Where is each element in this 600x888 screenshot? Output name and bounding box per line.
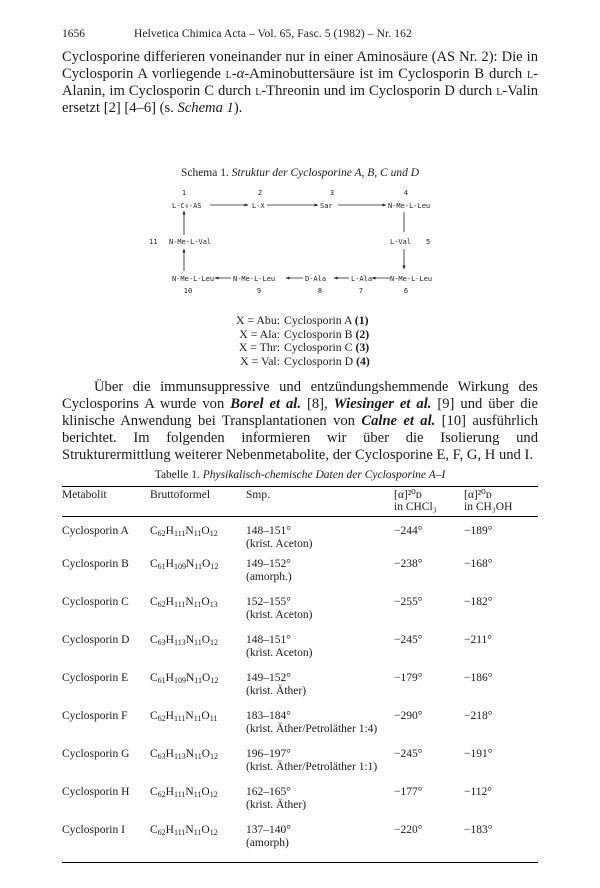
rotation-chcl3: −177° (394, 786, 423, 798)
legend-row: X = Thr: Cyclosporin C (3) (238, 340, 370, 354)
intro-text: -Aminobuttersäure ist im Cyclosporin B durch (244, 66, 528, 82)
molecular-formula: $C_{61}H_{109}N_{11}O_{12}$ (150, 558, 219, 571)
metabolite-name: Cyclosporin I (62, 824, 125, 836)
rotation-chcl3: −290° (394, 710, 423, 722)
residue-number: 1 (181, 189, 187, 197)
column-header-rotation-ch3oh: [α]²⁰ᴅ in CH₃OH (464, 489, 513, 513)
physchem-data-table (62, 486, 538, 863)
table-row (62, 786, 538, 824)
melting-point: 137–140° (amorph) (246, 824, 394, 863)
rotation-ch3oh: −183° (464, 824, 493, 836)
legend-row: X = Ala: Cyclosporin B (2) (239, 326, 370, 341)
metabolite-name: Cyclosporin A (62, 525, 129, 537)
crystallization-note: (krist. Äther) (246, 685, 307, 697)
residue-label: N-Me-L-Leu (388, 202, 431, 210)
rotation-chcl3: −179° (394, 672, 423, 684)
column-header-metabolit: Metabolit (62, 489, 107, 501)
crystallization-note: (krist. Äther/Petroläther 1:4) (246, 723, 378, 735)
residue-number: 8 (317, 287, 323, 295)
rotation-ch3oh: −189° (464, 525, 493, 537)
column-header-formula: Bruttoformel (150, 489, 211, 501)
rotation-chcl3: −238° (394, 558, 423, 570)
molecular-formula: $C_{63}H_{113}N_{11}O_{12}$ (150, 634, 219, 647)
residue-label: N-Me-L-Leu (390, 275, 433, 283)
molecular-formula: $C_{62}H_{111}N_{11}O_{12}$ (150, 786, 218, 799)
melting-point: 183–184° (krist. Äther/Petroläther 1:4) (246, 710, 394, 748)
schema-caption: Schema 1. Struktur der Cyclosporine A, B, C und D (180, 167, 420, 179)
table-row (62, 558, 538, 596)
molecular-formula: $C_{62}H_{111}N_{11}O_{12}$ (150, 824, 218, 837)
residue-label: N-Me-L-Leu (172, 275, 215, 283)
melting-point: 149–152° (amorph.) (246, 558, 394, 596)
residue-label: N-Me-L-Val (169, 238, 212, 246)
table-header-row (62, 487, 538, 517)
schema-legend (230, 314, 370, 368)
crystallization-note: (krist. Aceton) (246, 538, 313, 550)
residue-label: L-Ala (351, 275, 373, 283)
residue-number: 5 (426, 238, 431, 246)
table-row (62, 634, 538, 672)
rotation-chcl3: −220° (394, 824, 423, 836)
crystallization-note: (amorph.) (246, 571, 292, 583)
residue-number: 6 (403, 287, 409, 295)
table-row (62, 517, 538, 559)
molecular-formula: $C_{62}H_{111}N_{11}O_{11}$ (150, 710, 218, 723)
rotation-chcl3: −245° (394, 634, 423, 646)
rotation-ch3oh: −186° (464, 672, 493, 684)
residue-number: 11 (149, 238, 158, 246)
table-row (62, 824, 538, 863)
table-row (62, 672, 538, 710)
residue-number: 2 (257, 189, 263, 197)
metabolite-name: Cyclosporin D (62, 634, 130, 646)
legend-row: X = Val: Cyclosporin D (4) (240, 353, 370, 368)
table-row (62, 710, 538, 748)
legend-row: X = Abu: Cyclosporin A (1) (235, 313, 369, 327)
author-reference: Borel et al. (230, 396, 301, 412)
cyclosporine-structure-scheme (0, 183, 600, 308)
molecular-formula: $C_{62}H_{111}N_{11}O_{13}$ (150, 596, 218, 609)
residue-number: 7 (358, 287, 364, 295)
crystallization-note: (amorph) (246, 837, 289, 849)
schema-reference: Schema 1 (177, 100, 234, 116)
crystallization-note: (krist. Aceton) (246, 609, 313, 621)
config-l: l (225, 66, 232, 82)
rotation-chcl3: −255° (394, 596, 423, 608)
metabolite-name: Cyclosporin F (62, 710, 128, 722)
intro-text: -Valin ersetzt [2] [4–6] (s. (62, 83, 538, 116)
rotation-chcl3: −244° (394, 525, 423, 537)
rotation-ch3oh: −182° (464, 596, 493, 608)
rotation-ch3oh: −218° (464, 710, 493, 722)
residue-number: 9 (256, 287, 262, 295)
metabolite-name: Cyclosporin E (62, 672, 129, 684)
config-l: l (255, 83, 262, 99)
author-reference: Wiesinger et al. (333, 396, 432, 412)
config-l: l (496, 83, 503, 99)
melting-point: 152–155° (krist. Aceton) (246, 596, 394, 634)
author-reference: Calne et al. (361, 413, 436, 429)
crystallization-note: (krist. Aceton) (246, 647, 313, 659)
crystallization-note: (krist. Äther/Petroläther 1:1) (246, 761, 378, 773)
rotation-chcl3: −245° (394, 748, 423, 760)
intro-text: - (231, 66, 237, 82)
residue-number: 4 (403, 189, 409, 197)
metabolite-name: Cyclosporin B (62, 558, 129, 570)
rotation-ch3oh: −112° (464, 786, 492, 798)
residue-number: 10 (183, 287, 193, 295)
residue-label: Sar (320, 202, 333, 210)
column-header-rotation-chcl3: [α]²⁰ᴅ in CHCl₃ (394, 489, 437, 513)
column-header-mp: Smp. (246, 489, 270, 501)
melting-point: 148–151° (krist. Aceton) (246, 517, 394, 559)
molecular-formula: $C_{61}H_{109}N_{11}O_{12}$ (150, 672, 219, 685)
molecular-formula: $C_{63}H_{113}N_{11}O_{12}$ (150, 748, 219, 761)
melting-point: 162–165° (krist. Äther) (246, 786, 394, 824)
intro-text: -Alanin, im Cyclosporin C durch (62, 66, 539, 99)
intro-text: -Threonin und im Cyclosporin D durch (261, 83, 497, 99)
metabolite-name: Cyclosporin H (62, 786, 130, 798)
residue-number: 3 (329, 189, 335, 197)
page-number: 1656 (62, 28, 85, 40)
intro-text: Cyclosporine differieren voneinander nur in einer Aminosäure (AS Nr. 2): Die in Cyclosporin A vorliegende (62, 49, 538, 82)
molecular-formula: $C_{62}H_{111}N_{11}O_{12}$ (150, 525, 218, 538)
running-title: Helvetica Chimica Acta – Vol. 65, Fasc. 5 (1982) – Nr. 162 (134, 28, 412, 40)
table-caption: Tabelle 1. Physikalisch-chemische Daten der Cyclosporine A–I (154, 469, 446, 481)
table-row (62, 748, 538, 786)
residue-label: L-Val (390, 238, 412, 246)
residue-label: L-X (252, 202, 265, 210)
melting-point: 149–152° (krist. Äther) (246, 672, 394, 710)
rotation-ch3oh: −168° (464, 558, 493, 570)
rotation-ch3oh: −191° (464, 748, 493, 760)
crystallization-note: (krist. Äther) (246, 799, 307, 811)
residue-label: N-Me-L-Leu (233, 275, 276, 283)
residue-label: D-Ala (305, 275, 327, 283)
intro-text: ). (233, 100, 243, 116)
body-paragraph: Über die immunsuppressive und entzündungshemmende Wirkung des Cyclosporins A wurde von Borel et al. [8], Wiesinger et al. [9] und über die klinische Anwendung bei Transplantationen von Calne et al. [10] ausführlich berichtet. Im folgenden informieren wir über die Isolierung und Strukturermittlung weiterer Nebenmetabolite, der Cyclosporine E, F, G, H und I. (62, 379, 539, 463)
rotation-ch3oh: −211° (464, 634, 492, 646)
alpha-symbol: α (236, 66, 245, 82)
residue-label: L-C₉-AS (172, 202, 202, 210)
intro-paragraph (62, 49, 538, 117)
config-l: l (527, 66, 534, 82)
table-row (62, 596, 538, 634)
metabolite-name: Cyclosporin C (62, 596, 129, 608)
melting-point: 148–151° (krist. Aceton) (246, 634, 394, 672)
metabolite-name: Cyclosporin G (62, 748, 130, 760)
melting-point: 196–197° (krist. Äther/Petroläther 1:1) (246, 748, 394, 786)
